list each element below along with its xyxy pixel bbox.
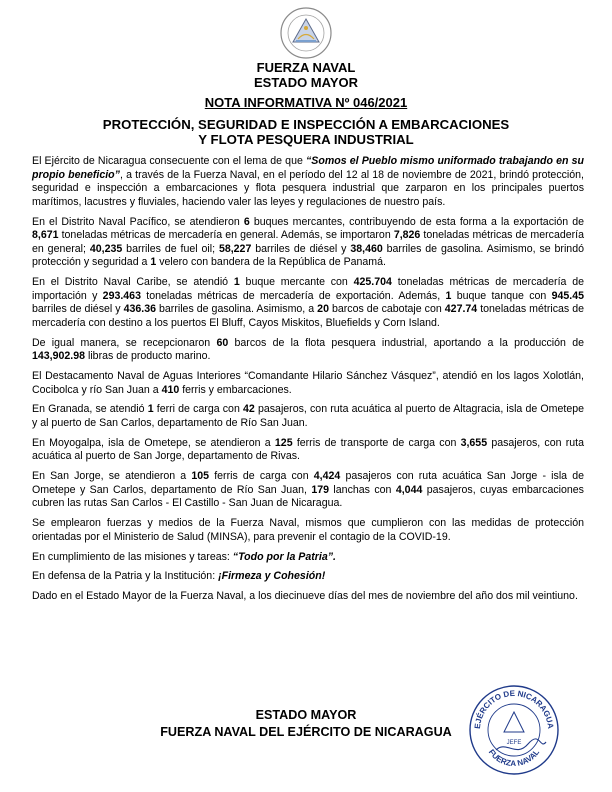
paragraph-text: libras de producto marino.	[85, 350, 211, 363]
body-paragraph	[32, 470, 584, 511]
paragraph-text: buque tanque con	[451, 289, 552, 302]
stamp-text-bottom: FUERZA NAVAL	[486, 747, 542, 769]
emphasized-text: 4,044	[395, 483, 423, 496]
paragraph-text: ferri de carga con	[153, 403, 244, 416]
emphasized-text: ¡Firmeza y Cohesión!	[218, 570, 326, 583]
paragraph-text: toneladas métricas de mercadería de exportación. Además,	[140, 289, 446, 302]
paragraph-text: Dado en el Estado Mayor de la Fuerza Naval, a los diecinueve días del mes de noviembre del año dos mil veintiuno.	[32, 590, 578, 603]
body-paragraph	[32, 551, 584, 565]
document-title-line-1: PROTECCIÓN, SEGURIDAD E INSPECCIÓN A EMBARCACIONES	[102, 117, 510, 132]
paragraph-text: Se emplearon fuerzas y medios de la Fuerza Naval, mismos que cumplieron con las medidas de protección orientadas por el Ministerio de Salud (MINSA), para prevenir el contagio de la COVID-19.	[32, 517, 584, 543]
paragraph-text: En el Distrito Naval Caribe, se atendió	[32, 276, 234, 289]
emphasized-text: 40,235	[89, 242, 123, 255]
paragraph-text: En Moyogalpa, isla de Ometepe, se atendieron a	[32, 436, 275, 449]
emphasized-text: 58,227	[218, 242, 252, 255]
paragraph-text: barriles de diésel y	[251, 242, 351, 255]
emphasized-text: 42	[243, 403, 255, 416]
body-paragraph	[32, 276, 584, 330]
paragraph-text: toneladas métricas de mercadería en general. Además, se importaron	[58, 229, 394, 242]
body-paragraph	[32, 437, 584, 464]
body-paragraph	[32, 370, 584, 397]
emphasized-text: 8,671	[32, 229, 59, 242]
paragraph-text: En defensa de la Patria y la Institución:	[32, 570, 219, 583]
paragraph-text: buque mercante con	[239, 276, 354, 289]
paragraph-text: ferris de transporte de carga con	[292, 436, 461, 449]
organization-name: FUERZA NAVAL	[256, 60, 356, 75]
paragraph-text: toneladas métricas de mercadería en general;	[32, 229, 584, 255]
paragraph-text: pasajeros, con ruta acuática al puerto de Altagracia, isla de Ometepe y al puerto de San Carlos, departamento de Río San Juan.	[32, 403, 584, 430]
paragraph-text: barriles de diésel y	[32, 303, 124, 316]
paragraph-text: toneladas métricas de mercadería con destino a los puertos El Bluff, Cayos Miskitos, Bluefields y Corn Island.	[32, 303, 584, 329]
signature-line-1: ESTADO MAYOR	[255, 708, 357, 722]
paragraph-text: pasajeros, cuyas embarcaciones cubren las rutas San Carlos - El Castillo - San Juan de Nicaragua.	[32, 483, 584, 510]
body-paragraph	[32, 403, 584, 430]
emphasized-text: 1	[150, 256, 157, 269]
paragraph-text: En el Distrito Naval Pacífico, se atendieron	[32, 215, 244, 228]
emphasized-text: 7,826	[393, 229, 421, 242]
emphasized-text: 1	[233, 276, 240, 289]
body-paragraph	[32, 337, 584, 364]
paragraph-text: barriles de gasolina. Asimismo, a	[155, 303, 318, 316]
emphasized-text: “Somos el Pueblo mismo uniformado trabajando en su propio beneficio”	[32, 155, 584, 181]
emphasized-text: 143,902.98	[32, 350, 86, 363]
emphasized-text: 425.704	[353, 276, 392, 289]
stamp-role: JEFE	[506, 740, 522, 746]
emphasized-text: 4,424	[313, 470, 341, 483]
document-title-line-2: Y FLOTA PESQUERA INDUSTRIAL	[198, 132, 414, 147]
emphasized-text: 945.45	[551, 289, 584, 302]
emphasized-text: 3,655	[460, 436, 488, 449]
emphasized-text: 60	[216, 336, 229, 349]
paragraph-text: En cumplimiento de las misiones y tareas:	[32, 550, 233, 563]
document-body	[32, 155, 584, 604]
emphasized-text: “Todo por la Patria”.	[232, 550, 336, 563]
paragraph-text: barriles de gasolina. Asimismo, se brindó protección y seguridad a	[32, 242, 584, 269]
paragraph-text: pasajeros, con ruta acuática al puerto de San Jorge, departamento de Rivas.	[32, 436, 584, 463]
nicaragua-coat-of-arms-icon	[279, 6, 333, 60]
signature-line-2: FUERZA NAVAL DEL EJÉRCITO DE NICARAGUA	[160, 725, 452, 739]
emphasized-text: 38,460	[350, 242, 383, 255]
official-stamp-icon	[466, 680, 562, 780]
paragraph-text: En Granada, se atendió	[32, 403, 148, 416]
emphasized-text: 293.463	[102, 289, 141, 302]
emphasized-text: 1	[147, 403, 154, 416]
emphasized-text: 427.74	[444, 303, 478, 316]
note-number: NOTA INFORMATIVA Nº 046/2021	[204, 95, 408, 110]
paragraph-text: ferris y embarcaciones.	[179, 383, 292, 396]
paragraph-text: barcos de cabotaje con	[328, 303, 445, 316]
body-paragraph	[32, 155, 584, 209]
svg-text:EJÉRCITO DE NICARAGUA	[473, 689, 555, 729]
svg-text:FUERZA NAVAL	[487, 748, 541, 768]
paragraph-text: El Ejército de Nicaragua consecuente con el lema de que	[32, 155, 306, 167]
paragraph-text: barcos de la flota pesquera industrial, aportando a la producción de	[228, 336, 584, 349]
emphasized-text: 20	[317, 303, 329, 316]
paragraph-text: velero con bandera de la República de Panamá.	[156, 256, 386, 269]
paragraph-text: El Destacamento Naval de Aguas Interiores “Comandante Hilario Sánchez Vásquez”, atendió en los lagos Xolotlán, Cocibolca y río San Juan a	[32, 370, 584, 396]
paragraph-text: toneladas métricas de mercadería de importación y	[32, 276, 584, 302]
emphasized-text: 436.36	[123, 303, 156, 316]
body-paragraph	[32, 570, 584, 584]
emphasized-text: 105	[191, 470, 210, 483]
paragraph-text: buques mercantes, contribuyendo de esta forma a la exportación de	[249, 215, 585, 228]
emphasized-text: 1	[445, 289, 452, 302]
body-paragraph	[32, 517, 584, 544]
paragraph-text: lanchas con	[329, 483, 396, 496]
emphasized-text: 125	[274, 436, 293, 449]
paragraph-text: ferris de carga con	[209, 470, 314, 483]
emphasized-text: 410	[161, 383, 180, 396]
body-paragraph	[32, 590, 584, 604]
paragraph-text: pasajeros con ruta acuática San Jorge - isla de Ometepe y San Carlos, departamento de Río San Juan,	[32, 470, 585, 496]
organization-unit: ESTADO MAYOR	[253, 75, 358, 90]
emphasized-text: 6	[243, 215, 250, 228]
paragraph-text: barriles de fuel oil;	[122, 242, 219, 255]
emphasized-text: 179	[311, 483, 330, 496]
paragraph-text: De igual manera, se recepcionaron	[32, 336, 217, 349]
paragraph-text: En San Jorge, se atendieron a	[32, 470, 192, 483]
body-paragraph	[32, 216, 584, 270]
paragraph-text: , a través de la Fuerza Naval, en el período del 12 al 18 de noviembre de 2021, brindó protección, seguridad e inspección a embarcaciones y flota pesquera industrial que zarparon en los principales puertos marítimos, lacustres y fluviales, haciendo valer las leyes y regulaciones de nuestro país.	[32, 168, 584, 208]
stamp-text-top: EJÉRCITO DE NICARAGUA	[472, 688, 556, 730]
